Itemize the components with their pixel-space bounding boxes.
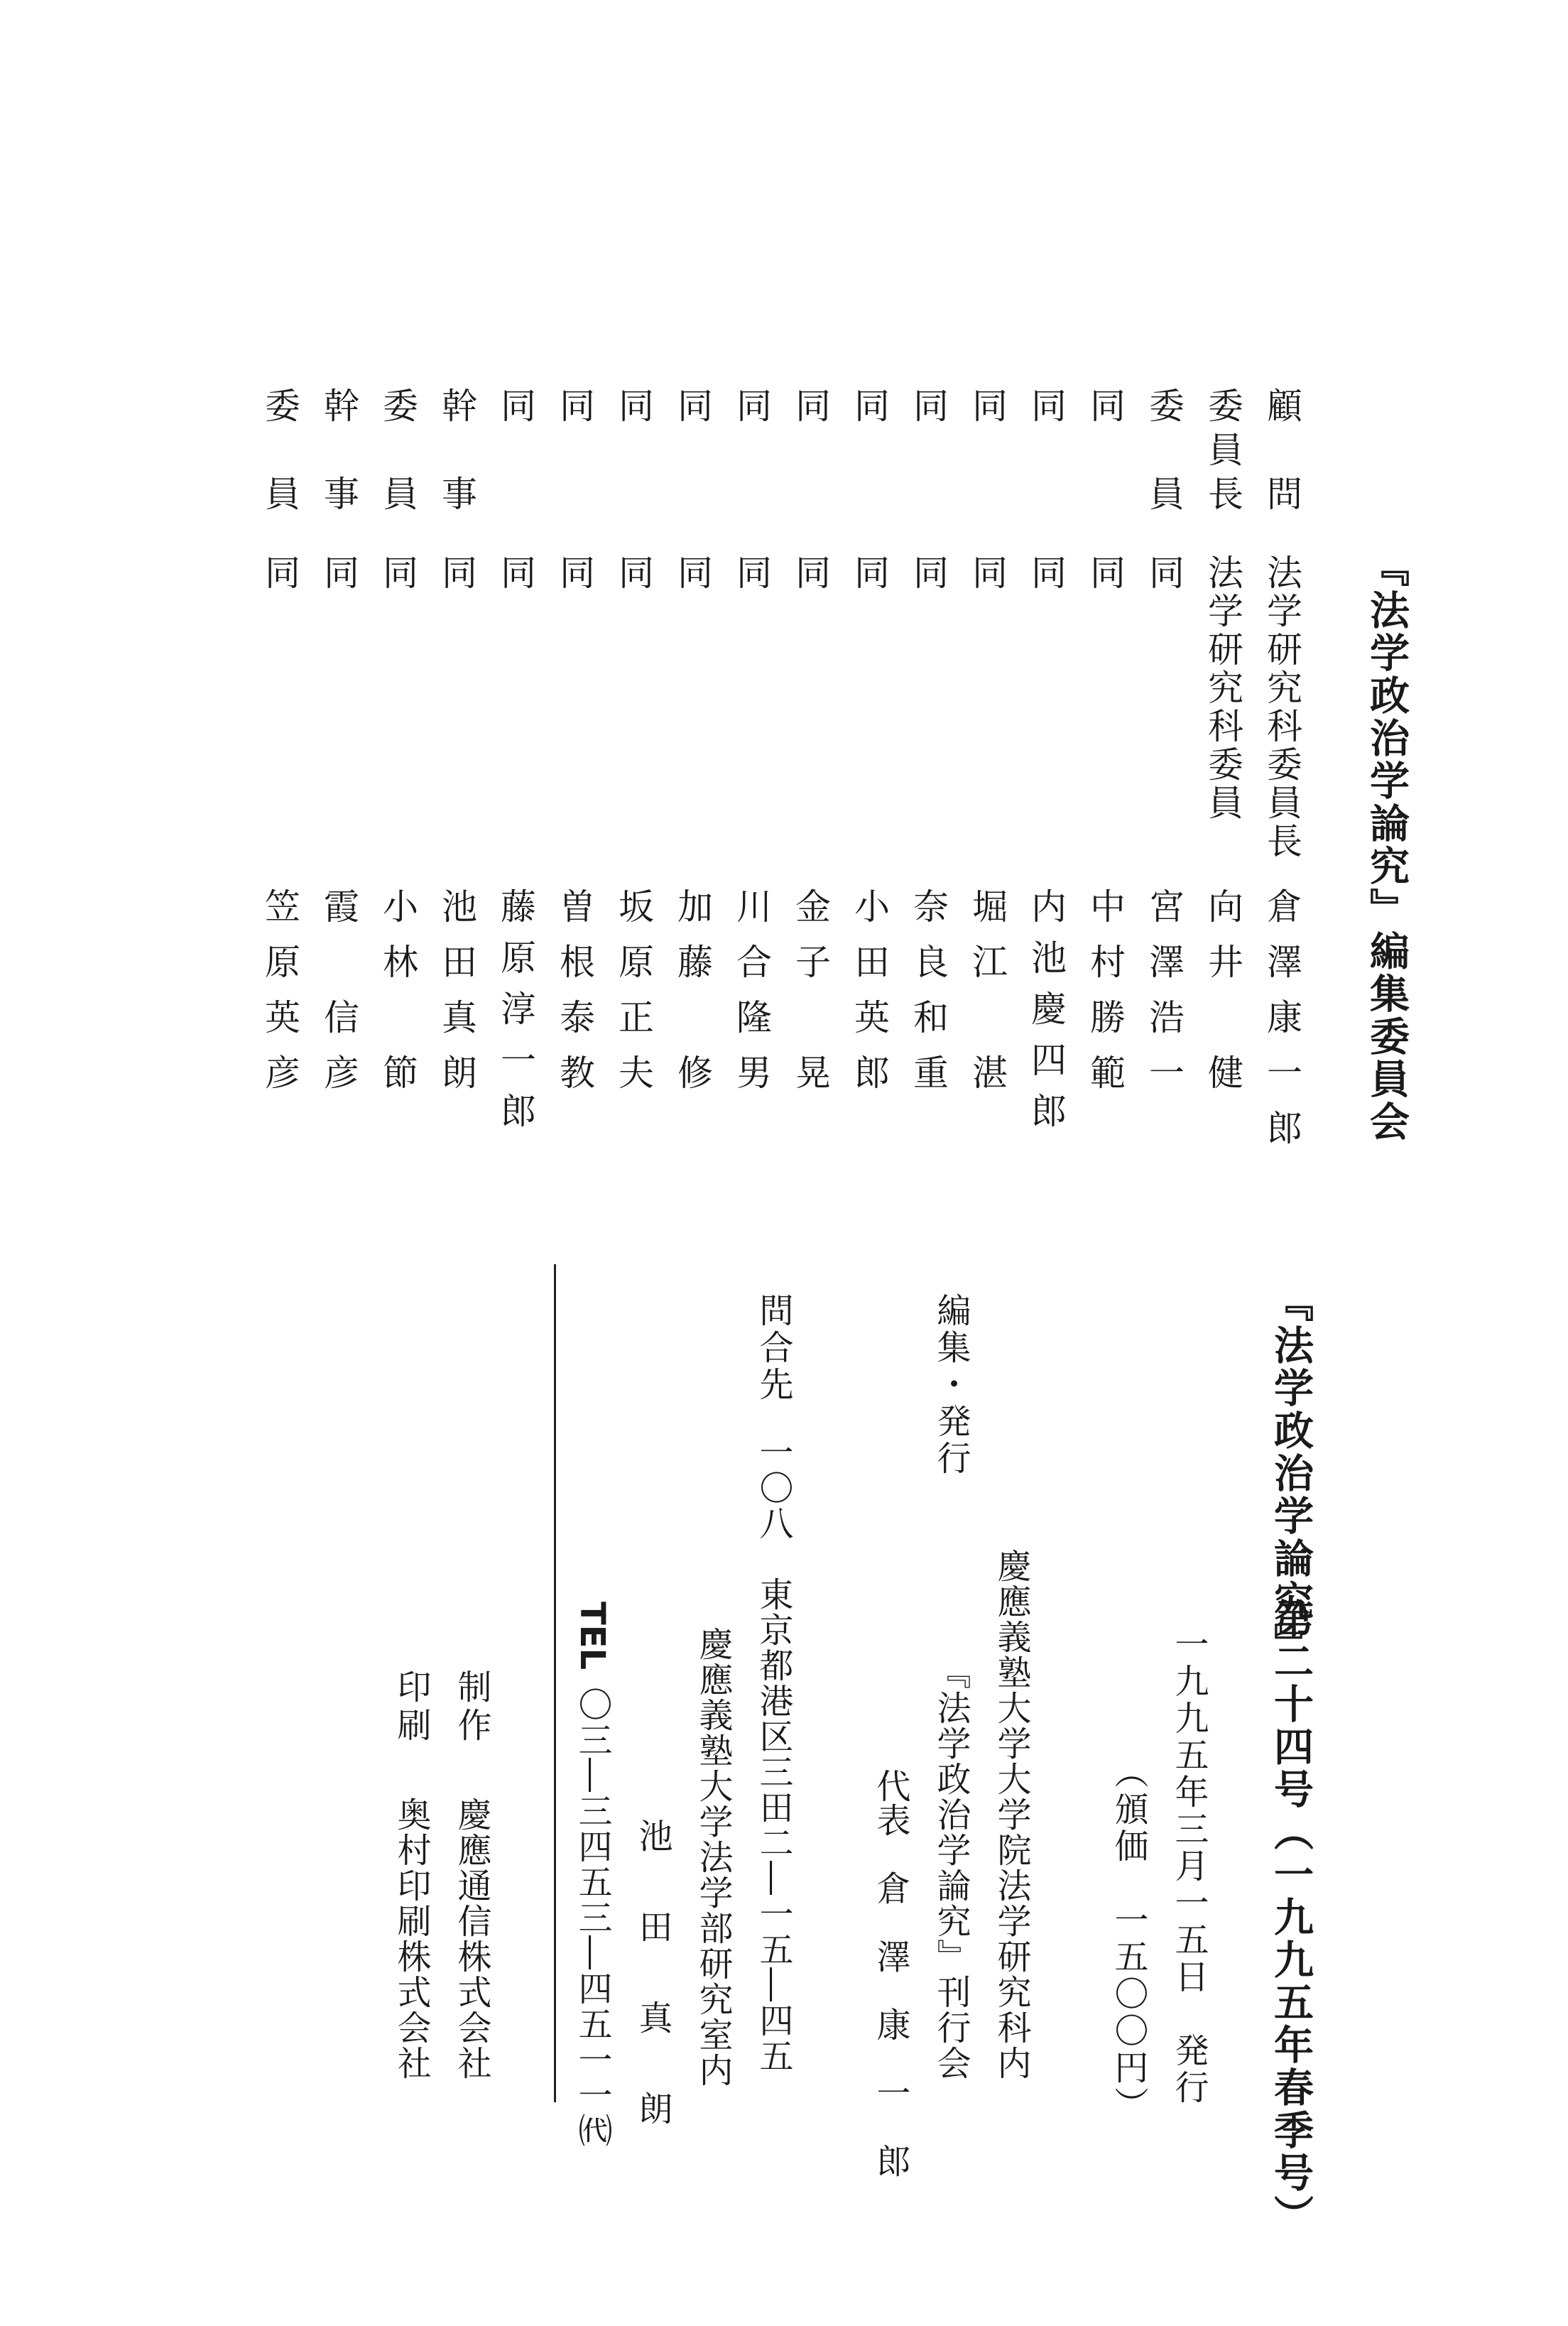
member-role: 同 <box>672 387 713 431</box>
imprint-date: 一九九五年三月一五日 発行 <box>1169 1626 1209 2107</box>
member-affiliation: 同 <box>1143 554 1185 592</box>
member-name: 小林 節 <box>377 888 418 1109</box>
imprint-publisher-line1: 慶應義塾大学大学院法学研究科内 <box>991 1548 1031 2081</box>
member-affiliation: 同 <box>908 554 949 592</box>
member-affiliation: 同 <box>495 554 536 592</box>
member-name: 中村勝範 <box>1084 888 1126 1109</box>
member-role: 同 <box>849 387 890 431</box>
member-role: 委 員 <box>377 387 418 519</box>
member-name: 霞 信彦 <box>318 888 359 1109</box>
member-affiliation: 同 <box>613 554 654 592</box>
imprint-tel: 〇三―三四五三―四五一一㈹ <box>572 1687 612 2148</box>
member-role: 同 <box>554 387 595 431</box>
imprint-tel-label: TEL <box>572 1602 612 1670</box>
member-name: 池田真朗 <box>436 888 477 1109</box>
member-affiliation: 同 <box>849 554 890 592</box>
imprint-office: 慶應義塾大学法学部研究室内 <box>693 1626 733 2088</box>
imprint-publisher-line2: 『法学政治学論究』刊行会 <box>931 1655 971 2081</box>
imprint-journal-title: 『法学政治学論究』 <box>1268 1282 1314 1665</box>
member-role: 同 <box>613 387 654 431</box>
member-affiliation: 同 <box>731 554 772 592</box>
member-affiliation: 同 <box>318 554 359 592</box>
member-name: 曽根泰教 <box>554 888 595 1109</box>
member-name: 川合隆男 <box>731 888 772 1109</box>
member-affiliation: 同 <box>259 554 300 592</box>
member-name: 坂原正夫 <box>613 888 654 1109</box>
member-name: 小田英郎 <box>849 888 890 1109</box>
imprint-printing: 奥村印刷株式会社 <box>391 1797 431 2081</box>
member-affiliation: 法学研究科委員 <box>1202 554 1243 822</box>
member-role: 同 <box>1084 387 1126 431</box>
member-affiliation: 同 <box>1025 554 1067 592</box>
imprint-contact-label: 問合先 <box>753 1293 793 1403</box>
member-name: 奈良和重 <box>908 888 949 1109</box>
imprint-printing-label: 印刷 <box>391 1669 431 1746</box>
imprint-divider <box>554 1264 556 2102</box>
member-affiliation: 法学研究科委員長 <box>1261 554 1302 861</box>
imprint-production: 慶應通信株式会社 <box>452 1797 491 2081</box>
imprint-price: （頒価 一五〇〇円） <box>1109 1754 1148 2124</box>
member-role: 同 <box>731 387 772 431</box>
imprint-address: 一〇八 東京都港区三田二―一五―四五 <box>753 1435 793 2074</box>
member-role: 同 <box>495 387 536 431</box>
member-affiliation: 同 <box>967 554 1008 592</box>
imprint-edit-label: 編集・発行 <box>931 1293 971 1477</box>
member-name: 向井 健 <box>1202 888 1243 1109</box>
member-affiliation: 同 <box>790 554 831 592</box>
member-affiliation: 同 <box>377 554 418 592</box>
member-role: 同 <box>1025 387 1067 431</box>
imprint-issue: 第二十四号（一九九五年春季号） <box>1268 1598 1314 2237</box>
member-role: 幹 事 <box>436 387 477 519</box>
member-affiliation: 同 <box>554 554 595 592</box>
member-role: 同 <box>908 387 949 431</box>
member-affiliation: 同 <box>672 554 713 592</box>
member-role: 顧 問 <box>1261 387 1302 519</box>
member-name: 金子 晃 <box>790 888 831 1109</box>
imprint-production-label: 制作 <box>452 1669 491 1746</box>
member-role: 同 <box>790 387 831 431</box>
board-title: 『法学政治学論究』編集委員会 <box>1363 547 1410 1143</box>
imprint-representative: 代表 倉 澤 康 一 郎 <box>871 1768 910 2178</box>
member-affiliation: 同 <box>436 554 477 592</box>
member-affiliation: 同 <box>1084 554 1126 592</box>
member-role: 同 <box>967 387 1008 431</box>
member-name: 藤原淳一郎 <box>495 888 536 1143</box>
imprint-contact-person: 池 田 真 朗 <box>633 1818 673 2136</box>
member-name: 笠原英彦 <box>259 888 300 1109</box>
member-role: 委 員 <box>259 387 300 519</box>
member-role: 委員長 <box>1202 387 1243 519</box>
member-name: 宮澤浩一 <box>1143 888 1185 1109</box>
member-name: 倉澤康一郎 <box>1261 888 1302 1165</box>
member-role: 委 員 <box>1143 387 1185 519</box>
member-name: 内池慶四郎 <box>1025 888 1067 1143</box>
member-name: 加藤 修 <box>672 888 713 1109</box>
member-name: 堀江 湛 <box>967 888 1008 1109</box>
member-role: 幹 事 <box>318 387 359 519</box>
